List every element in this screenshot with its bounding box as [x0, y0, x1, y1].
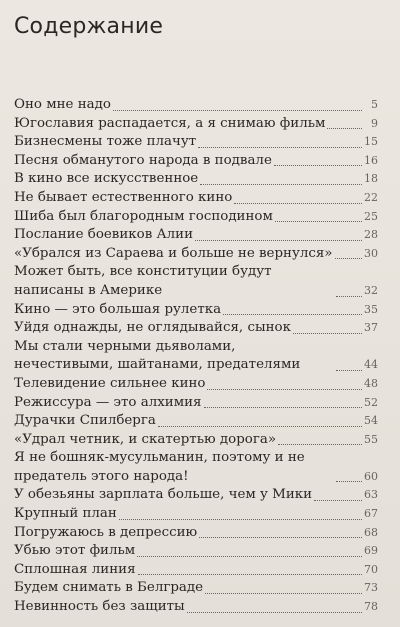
toc-entry-title: Крупный план [14, 506, 117, 522]
toc-entry-page: 48 [364, 376, 378, 390]
dot-leader [137, 556, 362, 557]
toc-entry-title: В кино все искусственное [14, 171, 199, 187]
toc-entry-title: Убью этот фильм [14, 543, 136, 559]
toc-entry [14, 524, 378, 543]
toc-entry-title: Мы стали черными дьяволами, нечестивыми, шайтанами, предателями [14, 338, 301, 373]
toc-entry [14, 319, 378, 338]
toc-entry-title: Бизнесмены тоже плачут [14, 134, 197, 150]
toc-entry [14, 598, 378, 617]
toc-entry-title: Югославия распадается, а я снимаю фильм [14, 115, 326, 131]
toc-entry-page: 35 [364, 302, 378, 316]
toc-entry-page: 52 [364, 395, 378, 409]
toc-entry-page: 37 [364, 321, 378, 335]
toc-entry-page: 16 [364, 153, 378, 167]
toc-entry-page: 25 [364, 209, 378, 223]
dot-leader [327, 128, 362, 129]
toc-entry-page: 68 [364, 525, 378, 539]
dot-leader [336, 370, 362, 371]
dot-leader [335, 258, 363, 259]
toc-entry [14, 449, 378, 486]
dot-leader [113, 110, 362, 111]
toc-entry-title: Шиба был благородным господином [14, 208, 273, 224]
toc-entry-title: Телевидение сильнее кино [14, 375, 206, 391]
toc-entry-page: 22 [364, 190, 378, 204]
toc-entry [14, 245, 378, 264]
toc-entry [14, 208, 378, 227]
toc-entry-page: 73 [364, 581, 378, 595]
page-title: Содержание [14, 14, 164, 39]
toc-entry-title: Оно мне надо [14, 97, 111, 112]
toc-entry-page: 54 [364, 414, 378, 428]
toc-entry [14, 115, 378, 134]
toc-entry-title: Не бывает естественного кино [14, 189, 233, 205]
toc-entry [14, 133, 378, 152]
toc-entry-title: Погружаюсь в депрессию [14, 524, 198, 540]
dot-leader [207, 389, 362, 390]
dot-leader [200, 184, 362, 185]
toc-entry-title: У обезьяны зарплата больше, чем у Мики [14, 487, 313, 503]
toc-entry-title: «Убрался из Сараева и больше не вернулся» [14, 245, 333, 261]
toc-entry-page: 44 [364, 358, 378, 372]
toc-entry-title: Невинность без защиты [14, 599, 185, 615]
toc-entry-page: 32 [364, 283, 378, 297]
dot-leader [223, 314, 362, 315]
toc-entry-page: 28 [364, 228, 378, 242]
table-of-contents [14, 96, 378, 617]
dot-leader [314, 500, 362, 501]
toc-entry-page: 55 [364, 432, 378, 446]
dot-leader [119, 519, 362, 520]
dot-leader [198, 147, 362, 148]
toc-entry [14, 263, 378, 300]
toc-entry-title: Песня обманутого народа в подвале [14, 152, 272, 168]
toc-entry [14, 431, 378, 450]
toc-entry-page: 63 [364, 488, 378, 502]
dot-leader [336, 296, 362, 297]
dot-leader [195, 240, 362, 241]
toc-entry-title: Кино — это большая рулетка [14, 301, 222, 317]
toc-entry [14, 579, 378, 598]
dot-leader [204, 407, 363, 408]
toc-entry-title: Может быть, все конституции будут написаны в Америке [14, 264, 272, 298]
dot-leader [199, 537, 362, 538]
toc-entry [14, 561, 378, 580]
toc-entry-page: 78 [364, 600, 378, 614]
toc-entry-page: 30 [364, 246, 378, 260]
toc-entry [14, 301, 378, 320]
toc-entry-page: 18 [364, 172, 378, 186]
toc-entry [14, 486, 378, 505]
toc-entry-title: Я не бошняк-мусульманин, поэтому и не предатель этого народа! [14, 450, 305, 484]
dot-leader [275, 221, 362, 222]
toc-entry-title: Режиссура — это алхимия [14, 394, 202, 410]
toc-entry [14, 375, 378, 394]
toc-entry-page: 70 [364, 562, 378, 576]
toc-entry-title: Уйдя однажды, не оглядывайся, сынок [14, 320, 291, 336]
dot-leader [205, 593, 362, 594]
toc-entry-title: «Удрал четник, и скатертью дорога» [14, 431, 277, 447]
dot-leader [293, 333, 362, 334]
toc-entry [14, 412, 378, 431]
toc-entry [14, 338, 378, 375]
toc-entry-page: 9 [371, 116, 378, 130]
toc-entry-title: Послание боевиков Алии [14, 227, 193, 243]
toc-entry [14, 542, 378, 561]
toc-entry-page: 67 [364, 507, 378, 521]
toc-entry [14, 170, 378, 189]
toc-entry-page: 15 [364, 135, 378, 149]
dot-leader [278, 444, 362, 445]
dot-leader [336, 481, 362, 482]
toc-entry [14, 394, 378, 413]
toc-entry-title: Сплошная линия [14, 561, 136, 577]
dot-leader [187, 612, 362, 613]
toc-entry [14, 189, 378, 208]
dot-leader [138, 574, 362, 575]
toc-entry-title: Дурачки Спилберга [14, 413, 156, 429]
dot-leader [158, 426, 362, 427]
toc-entry-page: 60 [364, 469, 378, 483]
toc-entry [14, 505, 378, 524]
dot-leader [274, 165, 362, 166]
toc-entry-page: 5 [371, 98, 378, 111]
toc-entry-page: 69 [364, 544, 378, 558]
toc-entry [14, 226, 378, 245]
toc-entry [14, 96, 378, 115]
toc-entry-title: Будем снимать в Белграде [14, 580, 204, 596]
dot-leader [234, 203, 362, 204]
toc-entry [14, 152, 378, 171]
